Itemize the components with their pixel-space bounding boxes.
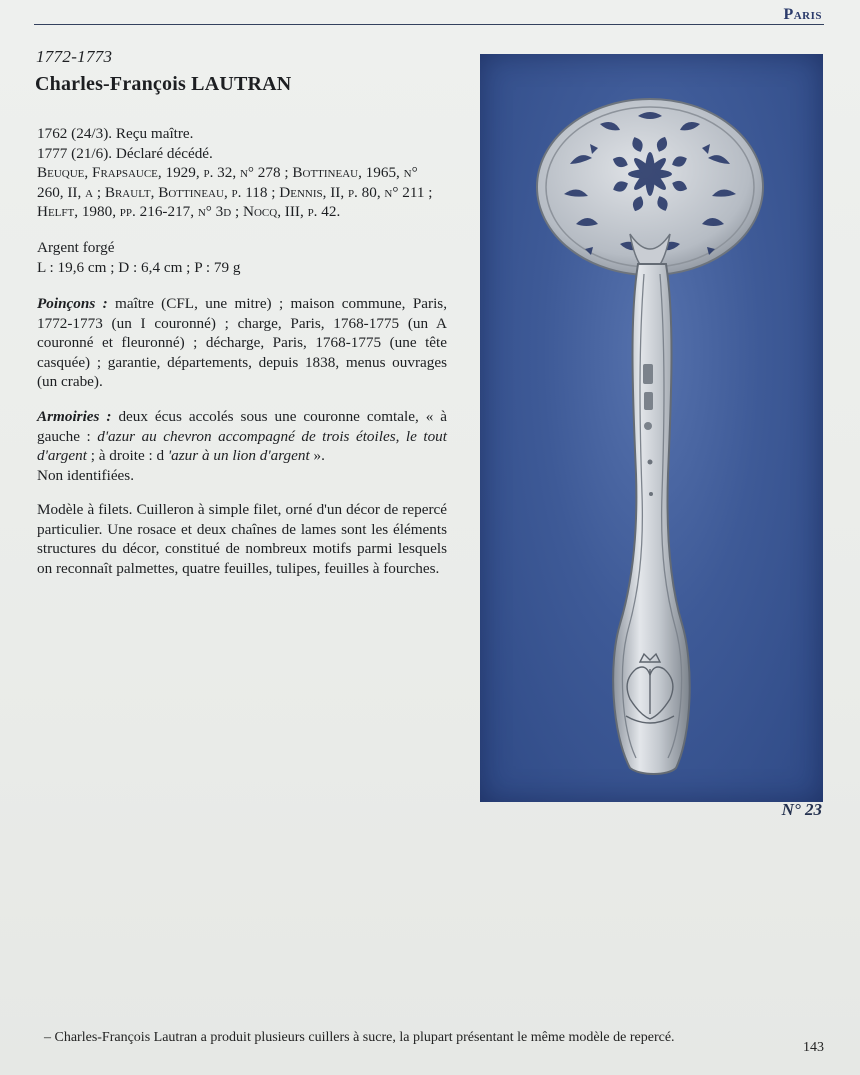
armorial-label: Armoiries : bbox=[37, 408, 112, 425]
hallmarks-label: Poinçons : bbox=[37, 295, 108, 312]
description: Modèle à filets. Cuilleron à simple filet, orné d'un décor de repercé particulier. Une rosace et deux chaînes de lames sont les éléments structures du décor, constitué de nombreux motifs parmi lesquels on reconnaît palmettes, quatre feuilles, tulipes, feuilles à fourches. bbox=[37, 501, 447, 577]
material-block bbox=[37, 238, 447, 277]
bio-line: 1777 (21/6). Déclaré décédé. bbox=[37, 144, 213, 162]
hallmarks-text: maître (CFL, une mitre) ; maison commune, Paris, 1772-1773 (un I couronné) ; charge, Paris, 1768-1775 (un A couronné et fleuronné) ; décharge, Paris, 1768-1775 (une tête casquée) ; garantie, départements, depuis 1838, menus ouvrages (un crabe). bbox=[37, 295, 447, 390]
armorial-text: ». bbox=[309, 447, 325, 464]
armorial-text: deux écus accolés sous une couronne comtale, « à gauche : bbox=[37, 408, 448, 445]
armorial-text: ; à droite : d bbox=[86, 447, 168, 464]
running-head: Paris bbox=[783, 6, 822, 23]
sugar-sifter-spoon-illustration bbox=[480, 54, 823, 802]
hallmarks-block bbox=[37, 294, 447, 392]
metal: Argent forgé bbox=[37, 239, 115, 256]
armorial-block bbox=[37, 407, 447, 485]
armorial-note: Non identifiées. bbox=[37, 466, 135, 484]
spoon-photograph bbox=[480, 54, 823, 802]
blazon-left: d'azur au chevron accompagné de trois étoiles, le tout d'argent bbox=[37, 427, 447, 464]
header-rule bbox=[34, 24, 824, 25]
bibliography-refs: Beuque, Frapsauce, 1929, p. 32, n° 278 ; Bottineau, 1965, n° 260, II, a ; Brault, Bottineau, p. 118 ; Dennis, II, p. 80, n° 211 ; Helft, 1980, pp. 216-217, n° 3d ; Nocq, III, p. 42. bbox=[37, 164, 433, 220]
page-number: 143 bbox=[803, 1040, 824, 1055]
maker-name: Charles-François LAUTRAN bbox=[35, 73, 292, 95]
footnote: – Charles-François Lautran a produit plusieurs cuillers à sucre, la plupart présentant le même modèle de repercé. bbox=[44, 1030, 675, 1045]
entry-dates: 1772-1773 bbox=[36, 47, 113, 66]
dimensions: L : 19,6 cm ; D : 6,4 cm ; P : 79 g bbox=[37, 258, 241, 276]
blazon-right: 'azur à un lion d'argent bbox=[167, 447, 310, 464]
catalog-number: N° 23 bbox=[781, 800, 822, 819]
description-block bbox=[37, 500, 447, 578]
biography-block bbox=[37, 124, 447, 222]
bio-line: 1762 (24/3). Reçu maître. bbox=[37, 125, 194, 142]
